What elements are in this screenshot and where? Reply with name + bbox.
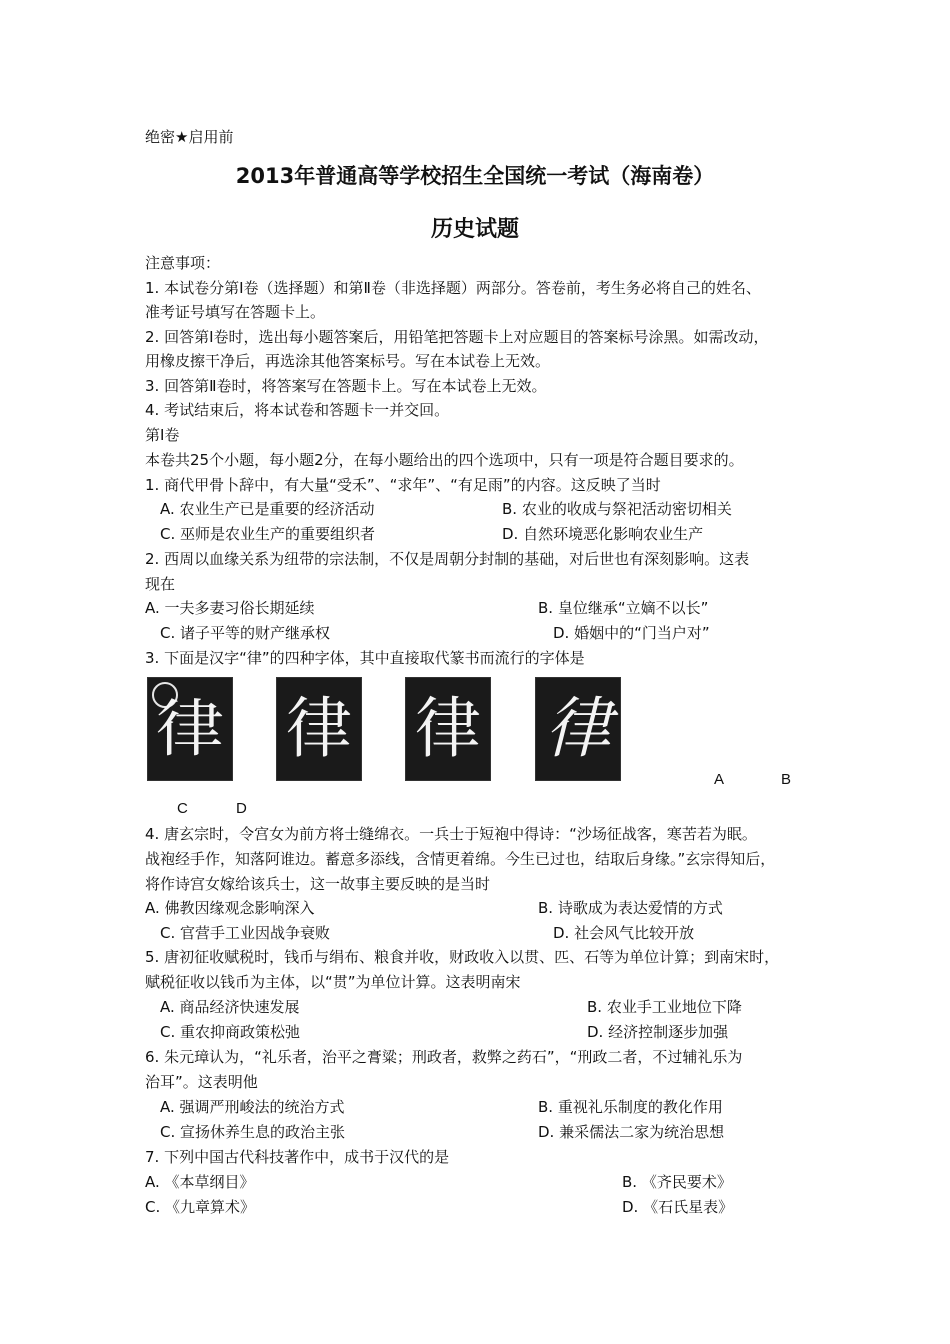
q2-option-b: B. 皇位继承“立嫡不以长” (538, 599, 709, 617)
q4-option-c: C. 官营手工业因战争衰败 (160, 924, 331, 942)
seal-script-glyph-image: 律 (147, 677, 233, 781)
q1-stem: 1. 商代甲骨卜辞中，有大量“受禾”、“求年”、“有足雨”的内容。这反映了当时 (145, 476, 661, 494)
q1-option-d: D. 自然环境恶化影响农业生产 (502, 525, 704, 543)
glyph-label-a: A (714, 771, 725, 788)
q6-stem: 6. 朱元璋认为，“礼乐者，治平之膏粱；刑政者，救弊之药石”，“刑政二者，不过辅礼乐为 (145, 1048, 743, 1066)
q6-option-c: C. 宣扬休养生息的政治主张 (160, 1123, 346, 1141)
q5-option-c: C. 重农抑商政策松弛 (160, 1023, 301, 1041)
q3-stem: 3. 下面是汉字“律”的四种字体，其中直接取代篆书而流行的字体是 (145, 649, 585, 667)
q4-option-a: A. 佛教因缘观念影响深入 (145, 899, 315, 917)
q4-stem: 4. 唐玄宗时，令宫女为前方将士缝绵衣。一兵士于短袍中得诗：“沙场征战客，寒苦若为眠。 (145, 825, 757, 843)
q7-option-d: D. 《石氏星表》 (622, 1198, 734, 1216)
q4-option-d: D. 社会风气比较开放 (553, 924, 695, 942)
q6-option-b: B. 重视礼乐制度的教化作用 (538, 1098, 723, 1116)
exam-title: 2013年普通高等学校招生全国统一考试（海南卷） (235, 164, 715, 188)
q4-stem-cont: 战袍经手作，知落阿谁边。蓄意多添线，含情更着绵。今生已过也，结取后身缘。”玄宗得知后， (145, 850, 776, 868)
q2-option-d: D. 婚姻中的“门当户对” (553, 624, 710, 642)
glyph-label-c: C (177, 800, 188, 817)
part1-intro: 本卷共25个小题，每小题2分，在每小题给出的四个选项中，只有一项是符合题目要求的。 (145, 451, 744, 469)
q7-option-b: B. 《齐民要术》 (622, 1173, 732, 1191)
q5-stem-cont: 赋税征收以钱币为主体，以“贯”为单位计算。这表明南宋 (145, 973, 521, 991)
q1-option-b: B. 农业的收成与祭祀活动密切相关 (502, 500, 732, 518)
q2-option-c: C. 诸子平等的财产继承权 (160, 624, 331, 642)
q2-stem: 2. 西周以血缘关系为纽带的宗法制，不仅是周朝分封制的基础，对后世也有深刻影响。这表 (145, 550, 750, 568)
q5-stem: 5. 唐初征收赋税时，钱币与绢布、粮食并收，财政收入以贯、匹、石等为单位计算；到南宋时， (145, 948, 780, 966)
q5-option-d: D. 经济控制逐步加强 (587, 1023, 729, 1041)
q6-stem-cont: 治耳”。这表明他 (145, 1073, 258, 1091)
notes-heading: 注意事项： (145, 254, 221, 272)
q1-option-c: C. 巫师是农业生产的重要组织者 (160, 525, 376, 543)
q2-option-a: A. 一夫多妻习俗长期延续 (145, 599, 315, 617)
running-script-glyph-image: 律 (535, 677, 621, 781)
glyph-label-b: B (781, 771, 792, 788)
note-line: 1. 本试卷分第Ⅰ卷（选择题）和第Ⅱ卷（非选择题）两部分。答卷前，考生务必将自己的姓名、 (145, 279, 761, 297)
q4-option-b: B. 诗歌成为表达爱情的方式 (538, 899, 723, 917)
glyph-label-d: D (236, 800, 247, 817)
part1-label: 第Ⅰ卷 (145, 426, 180, 444)
clerical-script-glyph-image: 律 (276, 677, 362, 781)
exam-subtitle: 历史试题 (430, 217, 519, 242)
secret-label: 绝密★启用前 (145, 128, 234, 146)
regular-script-glyph-image: 律 (405, 677, 491, 781)
note-line: 4. 考试结束后，将本试卷和答题卡一并交回。 (145, 401, 450, 419)
q7-option-c: C. 《九章算术》 (145, 1198, 256, 1216)
q4-stem-cont: 将作诗宫女嫁给该兵士，这一故事主要反映的是当时 (145, 875, 491, 893)
q6-option-d: D. 兼采儒法二家为统治思想 (538, 1123, 725, 1141)
note-line: 用橡皮擦干净后，再选涂其他答案标号。写在本试卷上无效。 (145, 352, 551, 370)
q7-option-a: A. 《本草纲目》 (145, 1173, 255, 1191)
q1-option-a: A. 农业生产已是重要的经济活动 (160, 500, 375, 518)
q6-option-a: A. 强调严刑峻法的统治方式 (160, 1098, 345, 1116)
q5-option-b: B. 农业手工业地位下降 (587, 998, 742, 1016)
q7-stem: 7. 下列中国古代科技著作中，成书于汉代的是 (145, 1148, 450, 1166)
note-line: 3. 回答第Ⅱ卷时，将答案写在答题卡上。写在本试卷上无效。 (145, 377, 547, 395)
q5-option-a: A. 商品经济快速发展 (160, 998, 300, 1016)
note-line: 准考证号填写在答题卡上。 (145, 303, 326, 321)
q2-stem-cont: 现在 (145, 575, 176, 593)
note-line: 2. 回答第Ⅰ卷时，选出每小题答案后，用铅笔把答题卡上对应题目的答案标号涂黑。如需改动， (145, 328, 769, 346)
